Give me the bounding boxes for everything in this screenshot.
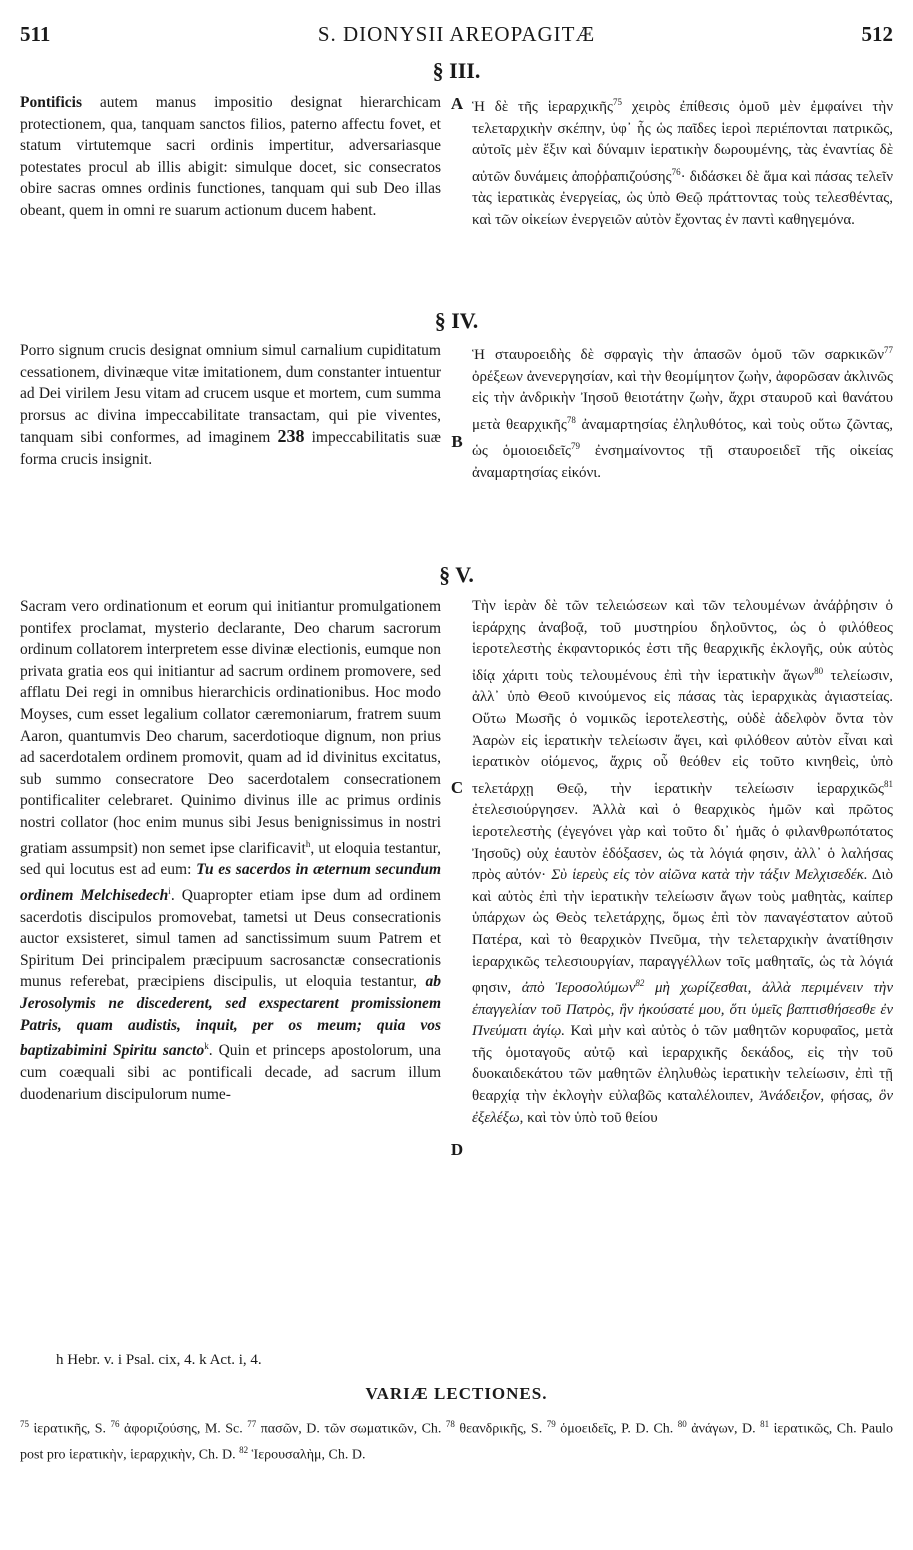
running-title: S. DIONYSII AREOPAGITÆ: [317, 22, 596, 46]
greek-paragraph-5: Τὴν ἱερὰν δὲ τῶν τελειώσεων καὶ τῶν τελουμένων ἀνάῤῥησιν ὁ ἱεράρχης ἀναβοᾷ, τοῦ μυστηρίου δηλοῦντος, ὡς ὁ φιλόθεος ἱεροτελεστὴς ἐκφαντορικός ἐστι τῆς θεαρχικῆς ἐκλογῆς, οὐκ αὐτὸς ἰδίᾳ χάριτι τοὺς τελουμένους ἐπὶ τὴν ἱερατικὴν ἄγων$^{80}$ τελείωσιν, ἀλλ᾽ ὑπὸ Θεοῦ κινούμενος εἰς πάσας τὰς ἱεραρχικὰς ἁγιαστείας. Οὕτω Μωσῆς ὁ νομικῶς ἱεροτελεστὴς, οὐδὲ ἀδελφὸν ὄντα τὸν Ἀαρὼν εἰς ἱερατικὴν τελείωσιν ἄγει, καὶ φιλόθεον αὐτὸν εἶναι καὶ ἱερατικὸν οἰόμενος, ἄχρις οὗ θεόθεν εἰς τοῦτο κινηθεὶς, ὑπὸ τελετάρχῃ Θεῷ, τὴν ἱερατικὴν τελείωσιν ἱεραρχικῶς$^{81}$ ἐτελεσιούργησεν. Ἀλλὰ καὶ ὁ θεαρχικὸς ἡμῶν καὶ πρῶτος ἱεροτελεστὴς (ἐγεγόνει γὰρ καὶ τοῦτο δι᾽ ἡμᾶς ὁ φιλανθρωπότατος Ἰησοῦς) οὐχ ἑαυτὸν ἐδόξασεν, ὡς τὰ λόγιά φησιν, ἀλλ᾽ ὁ λαλήσας πρὸς αὐτόν· Σὺ ἱερεὺς εἰς τὸν αἰῶνα κατὰ τὴν τάξιν Μελχισεδέκ. Διὸ καὶ αὐτὸς ἐπὶ τὴν ἱερατικὴν τελείωσιν ἄγων τοὺς μαθητὰς, καίπερ ὑπάρχων ὡς Θεὸς τελετάρχης, ὅμως ἐπὶ τὸν παναγέστατον αὐτοῦ Πατέρα, καὶ τὸ θεαρχικὸν Πνεῦμα, τὴν τελεταρχικὴν ἀνατίθησιν ἱεραρχικῶς τελεσιουργίαν, παραγγέλλων τοῖς μαθηταῖς, ὡς τὰ λόγιά φησιν, ἀπὸ Ἱεροσολύμων$^{82}$ μὴ χωρίζεσθαι, ἀλλὰ περιμένειν τὴν ἐπαγγελίαν τοῦ Πατρὸς, ἣν ἠκούσατέ μου, ὅτι ὑμεῖς βαπτισθήσεσθε ἐν Πνεύματι ἁγίῳ. Καὶ μὴν καὶ αὐτὸς ὁ τῶν μαθητῶν κορυφαῖος, μετὰ τῆς ὁμοταγοῦς αὐτῷ καὶ ἱεραρχικῆς δεκάδος, εἰς τὴν τοῦ δυοκαιδεκάτου τῶν μαθητῶν ἐληλυθὼς ἱερατικὴν τελείωσιν, ἐπὶ τῇ θεαρχίᾳ τὴν ἐκλογὴν εὐλαβῶς καταλέλοιπεν, Ἀνάδειξον, φήσας, ὃν ἐξελέξω, καὶ τὸν ὑπὸ τοῦ θείου: [472, 598, 894, 1126]
variae-lectiones-text: $^{75}$ ἱερατικῆς, S. $^{76}$ ἀφοριζούσης, M. Sc. $^{77}$ πασῶν, D. τῶν σωματικῶν, Ch. $^{78}$ θεανδρικῆς, S. $^{79}$ ὁμοειδεῖς, P. D. Ch. $^{80}$ ἀνάγων, D. $^{81}$ ἱερατικῶς, Ch. Paulo post pro ἱερατικὴν, ἱεραρχικὴν, Ch. D. $^{82}$ Ἱερουσαλὴμ, Ch. D.: [20, 1419, 893, 1463]
greek-paragraph-3: Ἡ δὲ τῆς ἱεραρχικῆς$^{75}$ χειρὸς ἐπίθεσις ὁμοῦ μὲν ἐμφαίνει τὴν τελεταρχικὴν σκέπην, ὑφ᾽ ἧς ὡς παῖδες ἱεροὶ περιέπονται πατρικῶς, αὐτοῖς μὲν ἕξιν καὶ δύναμιν ἱερατικὴν δωρουμένης, τὰς ἐναντίας δὲ αὐτῶν δυνάμεις ἀποῤῥαπιζούσης$^{76}$· διδάσκει δὲ ἅμα καὶ πάσας τελεῖν τὰς ἱερατικὰς ἐνεργείας, ὡς ὑπὸ Θεῷ πράττοντας τοὺς τελεσθέντας, καὶ τῶν οἰκείων ἐνεργειῶν αὐτὸν ἔχοντας ἐν παντὶ καθηγεμόνα.: [472, 97, 893, 228]
margin-letter-b: B: [451, 432, 463, 451]
section-heading-4: § IV.: [434, 308, 479, 333]
variae-lectiones-heading: VARIÆ LECTIONES.: [365, 1384, 548, 1403]
section-heading-3: § III.: [432, 58, 481, 83]
latin-paragraph-3: Pontificis autem manus impositio designat hierarchicam protectionem, qua, tanquam sanctos filios, paterno affectu fovet, et statum virtutemque sacri ordinis impertitur, adversariasque potestates procul ab illis abigit: simulque docet, sic consecratos obire sacras omnes ordinis functiones, tanquam qui sub Deo illas obeant, quem in omni re suarum actionum ducem habent.: [20, 94, 441, 219]
page-header: [20, 22, 893, 50]
latin-paragraph-4: Porro signum crucis designat omnium simul carnalium cupiditatum cessationem, divinæque vitæ imitationem, dum constanter intuentur ad Dei virilem Jesu vitam ad crucem usque et mortem, cum summa prorsus ac divina impeccabilitate transactam, qui pie viventes, tanquam sibi conformes, ad imaginem 238 impeccabilitatis suæ forma crucis insignit.: [20, 342, 441, 468]
margin-letter-c: C: [450, 778, 464, 797]
section-heading-5: § V.: [439, 562, 474, 587]
margin-letter-d: D: [450, 1140, 464, 1159]
page-number-left: 511: [20, 22, 51, 46]
margin-letter-a: A: [450, 94, 464, 113]
page-number-right: 512: [861, 22, 893, 46]
greek-paragraph-4: Ἡ σταυροειδὴς δὲ σφραγὶς τὴν ἁπασῶν ὁμοῦ τῶν σαρκικῶν$^{77}$ ὀρέξεων ἀνενεργησίαν, καὶ τὴν θεομίμητον ζωὴν, ἀφορῶσαν ἀκλινῶς εἰς τὴν ἀνδρικὴν Ἰησοῦ θειοτάτην ζωὴν, ἄχρι σταυροῦ καὶ θανάτου μετὰ θεαρχικῆς$^{78}$ ἀναμαρτησίας ἐληλυθότος, καὶ τοὺς οὕτω ζῶντας, ὡς ὁμοιοειδεῖς$^{79}$ ἐνσημαίνοντος τῇ σταυροειδεῖ τῆς οἰκείας ἀναμαρτησίας εἰκόνι.: [472, 345, 894, 481]
latin-paragraph-5: Sacram vero ordinationum et eorum qui initiantur promulgationem pontifex proclamat, mysterio declarante, Deo charum sacrorum ordinum collatorem interpretem esse divinæ electionis, eumque non privata gratia eos qui initiantur ad sacrum ordinem promovere, sed afflatu Dei regi in omnibus hierarchicis ordinationibus. Hoc modo Moyses, cum esset legalium collator cæremoniarum, fratrem suum Aaron, quantumvis Deo charum, sacerdotioque dignum, non prius ad sacerdotalem ordinem promovit, quam ad id divinitus excitatus, sub summo consecratore Deo sacerdotalem consecrationem pontificaliter celebraret. Quinimo divinus ille ac primus ordinis nostri collator (hoc enim munus sibi Jesus benignissimus in nostri gratiam assumpsit) non semet ipse clarificavit$^h$, ut eloquia testantur, sed qui locutus est ad eum: Tu es sacerdos in æternum secundum ordinem Melchisedech$^i$. Quapropter etiam ipse dum ad ordinem sacerdotis discipulos promovebat, tametsi ut Deus consecrationis auctor exsisteret, simul tamen ad sanctissimum suum Patrem et Spiritum Dei principalem præcipuum sacrosanctæ consecrationis munus referebat, præcipiens discipulis, ut eloquia testantur, ab Jerosolymis ne discederent, sed exspectarent promissionem Patris, quam audistis, inquit, per os meum; quia vos baptizabimini Spiritu sancto$^k$. Quin et princeps apostolorum, una cum coæquali sibi ac pontificali decade, ad sacrum illum duodenarium discipulorum nume-: [20, 598, 441, 1103]
footnote-references: h Hebr. v. i Psal. cix, 4. k Act. i, 4.: [56, 1352, 262, 1368]
